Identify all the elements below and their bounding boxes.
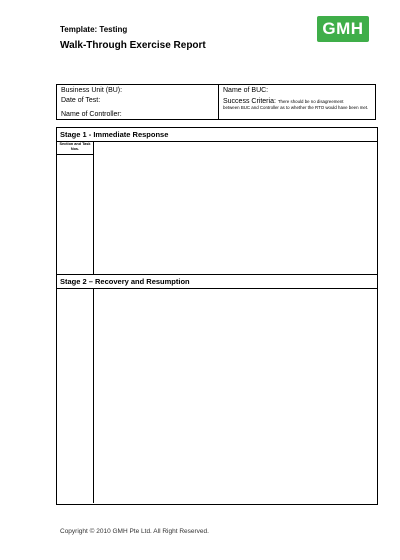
copyright-notice: Copyright © 2010 GMH Pte Ltd. All Right Reserved. [60, 528, 209, 535]
name-of-buc-field: Name of BUC: [223, 87, 269, 94]
name-of-controller-field: Name of Controller: [61, 111, 122, 118]
info-right-column [219, 85, 375, 119]
success-criteria-line [223, 98, 344, 105]
template-label: Template: Testing [60, 25, 128, 34]
stage-1-header-rule [57, 141, 377, 142]
stage-2-title: Stage 2 – Recovery and Resumption [60, 277, 190, 286]
success-criteria-note: between BUC and Controller as to whether the RTO would have been met. [223, 105, 369, 110]
stages-table [56, 127, 378, 505]
stage-2-column-divider [93, 288, 94, 503]
success-criteria-note-first: There should be no disagreement [277, 99, 344, 104]
report-title: Walk-Through Exercise Report [60, 40, 206, 51]
stage-2-top-rule [57, 274, 377, 275]
stage-2-header-rule [57, 288, 377, 289]
info-left-column [57, 85, 219, 119]
success-criteria-label: Success Criteria: [223, 98, 276, 105]
stage-1-column-divider [93, 141, 94, 274]
date-of-test-field: Date of Test: [61, 97, 101, 104]
section-task-column-header: Section and Task Nos. [57, 141, 93, 155]
info-table [56, 84, 376, 120]
gmh-logo: GMH [317, 16, 369, 42]
business-unit-field: Business Unit (BU): [61, 87, 123, 94]
stage-1-title: Stage 1 - Immediate Response [60, 130, 169, 139]
